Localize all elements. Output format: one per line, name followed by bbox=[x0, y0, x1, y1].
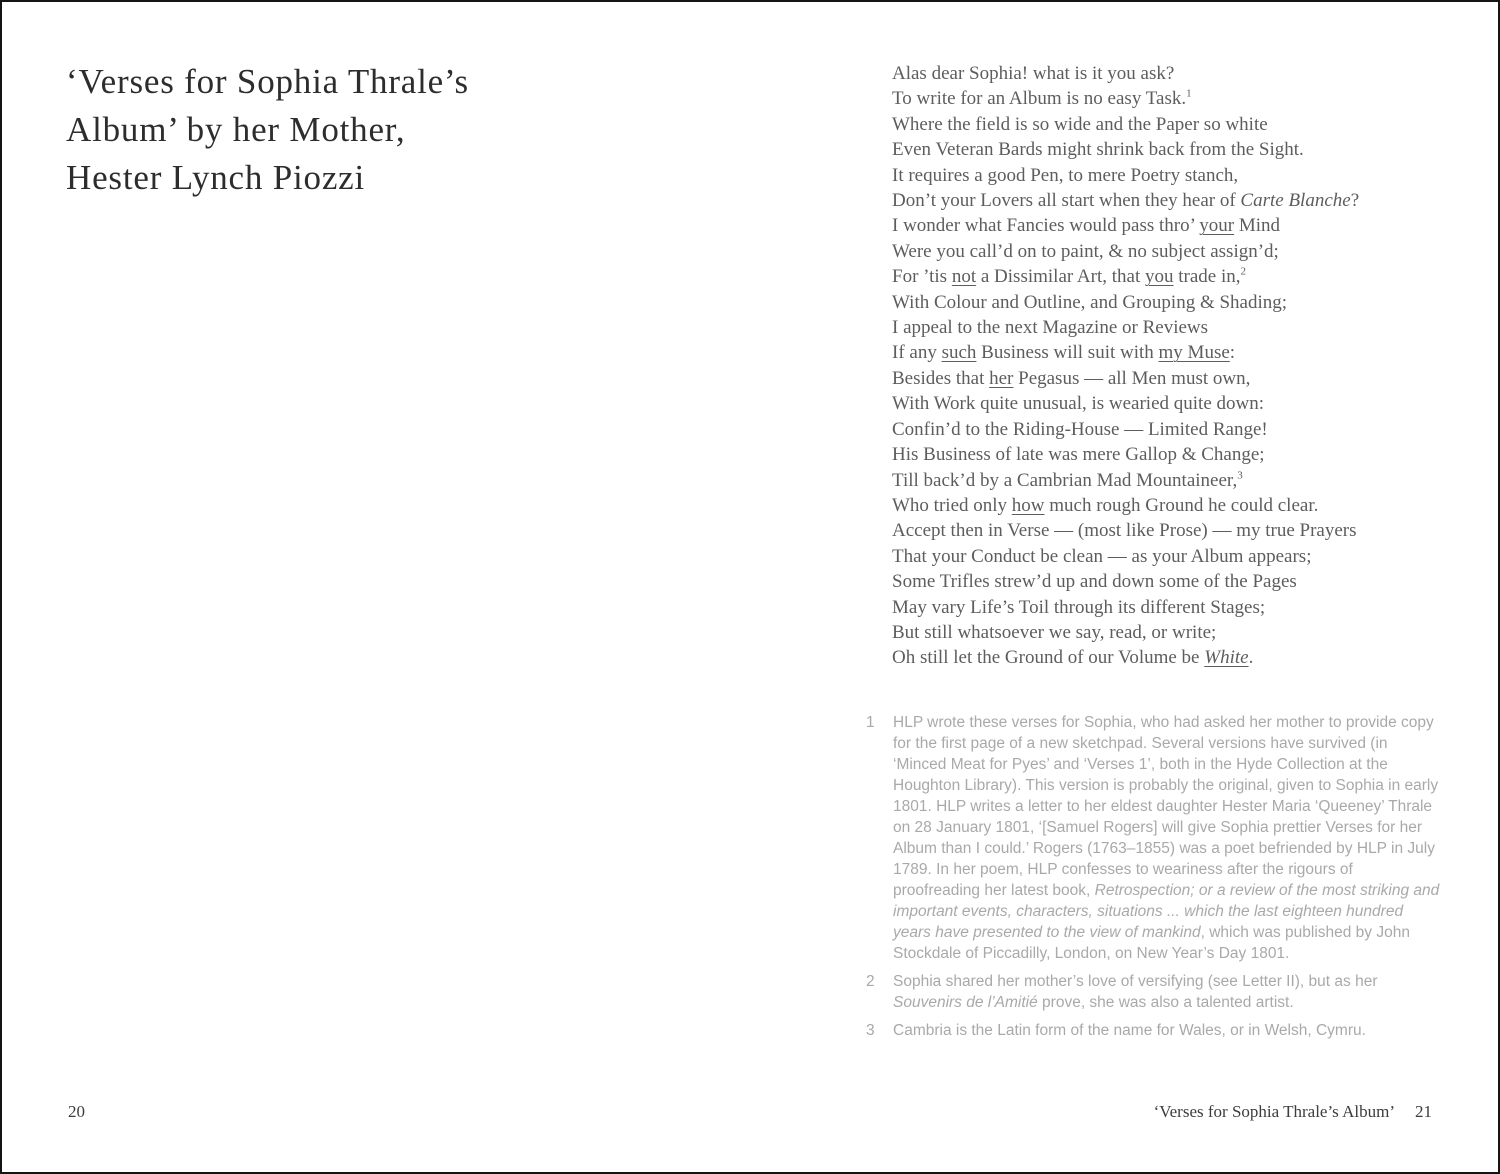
text-segment: Business will suit with bbox=[976, 342, 1159, 364]
text-segment: trade in, bbox=[1173, 266, 1241, 288]
text-segment: you bbox=[1145, 266, 1174, 288]
footnote-text bbox=[893, 712, 1440, 964]
footnote bbox=[866, 971, 1440, 1013]
poem-line bbox=[892, 493, 1359, 518]
footnote-number: 3 bbox=[866, 1022, 875, 1039]
text-segment: 3 bbox=[1237, 469, 1243, 482]
text-segment: much rough Ground he could clear. bbox=[1044, 494, 1319, 516]
chapter-title-line-3: Hester Lynch Piozzi bbox=[66, 158, 366, 197]
poem-line bbox=[892, 595, 1359, 620]
poem-line bbox=[892, 188, 1359, 213]
text-segment: how bbox=[1011, 494, 1045, 516]
poem-line bbox=[892, 163, 1359, 188]
text-segment: Souvenirs de l’Amitié bbox=[893, 994, 1038, 1011]
text-segment: It requires a good Pen, to mere Poetry stanch, bbox=[892, 164, 1239, 186]
poem-line bbox=[892, 569, 1359, 594]
text-segment: White bbox=[1204, 647, 1249, 669]
poem-line bbox=[892, 417, 1359, 442]
poem-line bbox=[892, 213, 1359, 238]
text-segment: That your Conduct be clean — as your Album appears; bbox=[892, 545, 1312, 567]
text-segment: prove, she was also a talented artist. bbox=[1037, 994, 1294, 1011]
poem-line bbox=[892, 366, 1359, 391]
chapter-title-line-2: Album’ by her Mother, bbox=[66, 110, 406, 149]
text-segment: ? bbox=[1350, 190, 1360, 212]
text-segment: such bbox=[941, 342, 977, 364]
text-segment: To write for an Album is no easy Task. bbox=[892, 88, 1187, 110]
poem-line bbox=[892, 442, 1359, 467]
text-segment: your bbox=[1199, 215, 1235, 237]
footnote bbox=[866, 1020, 1440, 1041]
chapter-title-line-1: ‘Verses for Sophia Thrale’s bbox=[66, 62, 469, 101]
poem-line bbox=[892, 290, 1359, 315]
text-segment: Carte Blanche bbox=[1240, 190, 1351, 212]
footnote-number: 2 bbox=[866, 973, 875, 990]
poem-line bbox=[892, 239, 1359, 264]
text-segment: her bbox=[989, 367, 1014, 389]
footnote bbox=[866, 712, 1440, 964]
text-segment: But still whatsoever we say, read, or write; bbox=[892, 621, 1217, 643]
poem-line bbox=[892, 620, 1359, 645]
poem-line bbox=[892, 468, 1359, 493]
poem-line bbox=[892, 518, 1359, 543]
text-segment: Mind bbox=[1234, 215, 1281, 237]
text-segment: With Work quite unusual, is wearied quite down: bbox=[892, 393, 1265, 415]
running-footer-title: ‘Verses for Sophia Thrale’s Album’ bbox=[1153, 1102, 1395, 1121]
text-segment: , which was published by John Stockdale of Piccadilly, London, on New Year’s Day 1801. bbox=[893, 924, 1410, 962]
poem-line bbox=[892, 112, 1359, 137]
text-segment: HLP wrote these verses for Sophia, who had asked her mother to provide copy for the first page of a new sketchpad. Several versions have survived (in ‘Minced Meat for Pyes’ and ‘Verses 1’, both in the Hyde Collection at the Houghton Library). This version is probably the original, given to Sophia in early 1801. HLP writes a letter to her eldest daughter Hester Maria ‘Queeney’ Thrale on 28 January 1801, ‘[Samuel Rogers] will give Sophia prettier Verses for her Album than I could.’ Rogers (1763–1855) was a poet befriended by HLP in July 1789. In her poem, HLP confesses to weariness after the rigours of proofreading her latest book, bbox=[893, 714, 1439, 899]
text-segment: I appeal to the next Magazine or Reviews bbox=[892, 317, 1209, 339]
text-segment: Some Trifles strew’d up and down some of the Pages bbox=[892, 571, 1297, 593]
poem-line bbox=[892, 544, 1359, 569]
text-segment: Pegasus — all Men must own, bbox=[1013, 367, 1251, 389]
text-segment: Where the field is so wide and the Paper so white bbox=[892, 113, 1268, 135]
text-segment: 1 bbox=[1186, 88, 1192, 101]
poem-line bbox=[892, 86, 1359, 111]
text-segment: a Dissimilar Art, that bbox=[976, 266, 1145, 288]
poem-line bbox=[892, 340, 1359, 365]
text-segment: If any bbox=[892, 342, 942, 364]
poem-line bbox=[892, 645, 1359, 670]
text-segment: Confin’d to the Riding-House — Limited Range! bbox=[892, 418, 1268, 440]
text-segment: Who tried only bbox=[892, 494, 1012, 516]
text-segment: Oh still let the Ground of our Volume be bbox=[892, 647, 1205, 669]
page-number-left: 20 bbox=[68, 1102, 85, 1121]
text-segment: : bbox=[1229, 342, 1236, 364]
text-segment: Don’t your Lovers all start when they hear of bbox=[892, 190, 1241, 212]
footnote-text bbox=[893, 971, 1440, 1013]
footnotes bbox=[866, 712, 1440, 1048]
text-segment: Cambria is the Latin form of the name for Wales, or in Welsh, Cymru. bbox=[893, 1022, 1366, 1039]
text-segment: Even Veteran Bards might shrink back from the Sight. bbox=[892, 139, 1304, 161]
text-segment: not bbox=[951, 266, 977, 288]
text-segment: With Colour and Outline, and Grouping & Shading; bbox=[892, 291, 1288, 313]
running-footer bbox=[1154, 1102, 1432, 1122]
text-segment: Sophia shared her mother’s love of versifying (see Letter II), but as her bbox=[893, 973, 1378, 990]
chapter-title bbox=[66, 58, 469, 202]
footnote-number: 1 bbox=[866, 714, 875, 731]
text-segment: I wonder what Fancies would pass thro’ bbox=[892, 215, 1200, 237]
text-segment: 2 bbox=[1240, 265, 1247, 278]
footnote-text bbox=[893, 1020, 1440, 1041]
poem-line bbox=[892, 391, 1359, 416]
poem-line bbox=[892, 137, 1359, 162]
poem-line bbox=[892, 315, 1359, 340]
poem-line bbox=[892, 264, 1359, 289]
text-segment: Retrospection; or a review of the most striking and important events, characters, situations ... which the last eighteen hundred years have presented to the view of mankind bbox=[893, 882, 1440, 941]
text-segment: Besides that bbox=[892, 367, 990, 389]
text-segment: Till back’d by a Cambrian Mad Mountaineer, bbox=[892, 469, 1238, 491]
text-segment: May vary Life’s Toil through its different Stages; bbox=[892, 596, 1266, 618]
text-segment: . bbox=[1248, 647, 1254, 669]
text-segment: Alas dear Sophia! what is it you ask? bbox=[892, 63, 1175, 84]
poem bbox=[892, 61, 1359, 671]
text-segment: His Business of late was mere Gallop & Change; bbox=[892, 444, 1265, 466]
text-segment: Were you call’d on to paint, & no subject assign’d; bbox=[892, 240, 1279, 262]
poem-line bbox=[892, 61, 1359, 86]
text-segment: For ’tis bbox=[892, 266, 952, 288]
text-segment: my Muse bbox=[1158, 342, 1230, 364]
text-segment: Accept then in Verse — (most like Prose) — my true Prayers bbox=[892, 520, 1357, 542]
page-number-right: 21 bbox=[1415, 1102, 1432, 1121]
